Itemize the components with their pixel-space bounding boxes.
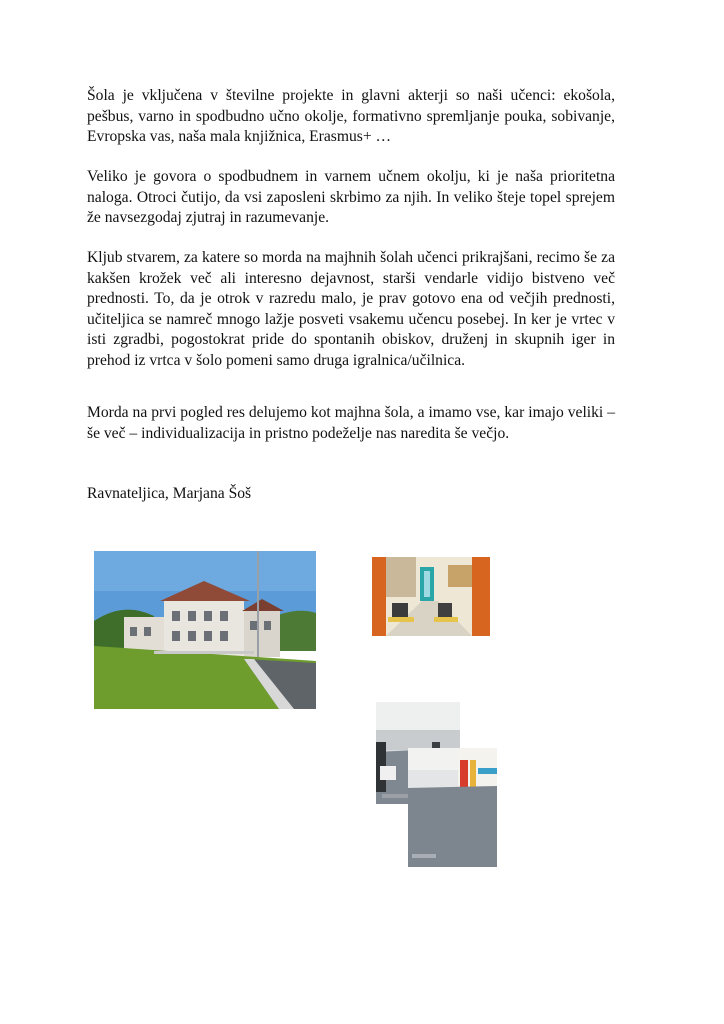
- paragraph-safe-environment: Veliko je govora o spodbudnem in varnem učnem okolju, ki je naša prioritetna naloga. Otroci čutijo, da vsi zaposleni skrbimo za njih. In veliko šteje topel sprejem že navsezgodaj zjutraj in razumevanje.: [87, 168, 615, 226]
- paragraph-projects: Šola je vključena v številne projekte in glavni akterji so naši učenci: ekošola, pešbus, varno in spodbudno učno okolje, formativno spremljanje pouka, sobivanje, Evropska vas, naša mala knjižnica, Erasmus+ …: [87, 87, 615, 145]
- paragraph-conclusion: Morda na prvi pogled res delujemo kot majhna šola, a imamo vse, kar imajo veliki – še več – individualizacija in pristno podeželje nas naredita še večjo.: [87, 404, 615, 442]
- classroom-photo-2: [408, 748, 497, 867]
- signature: Ravnateljica, Marjana Šoš: [87, 485, 252, 502]
- paragraph-small-school-advantages: Kljub stvarem, za katere so morda na majhnih šolah učenci prikrajšani, recimo še za kakšen krožek več ali interesno dejavnost, starši vendarle vidijo bistveno več prednosti. To, da je otrok v razredu malo, je prav gotovo ena od večjih prednosti, učiteljica se namreč mnogo lažje posveti vsakemu učencu posebej. In ker je vrtec v isti zgradbi, pogostokrat pride do spontanih obiskov, druženj in skupnih iger in prehod iz vrtca v šolo pomeni samo druga igralnica/učilnica.: [87, 249, 615, 369]
- school-building-photo: [94, 551, 316, 709]
- school-hallway-photo: [372, 557, 490, 636]
